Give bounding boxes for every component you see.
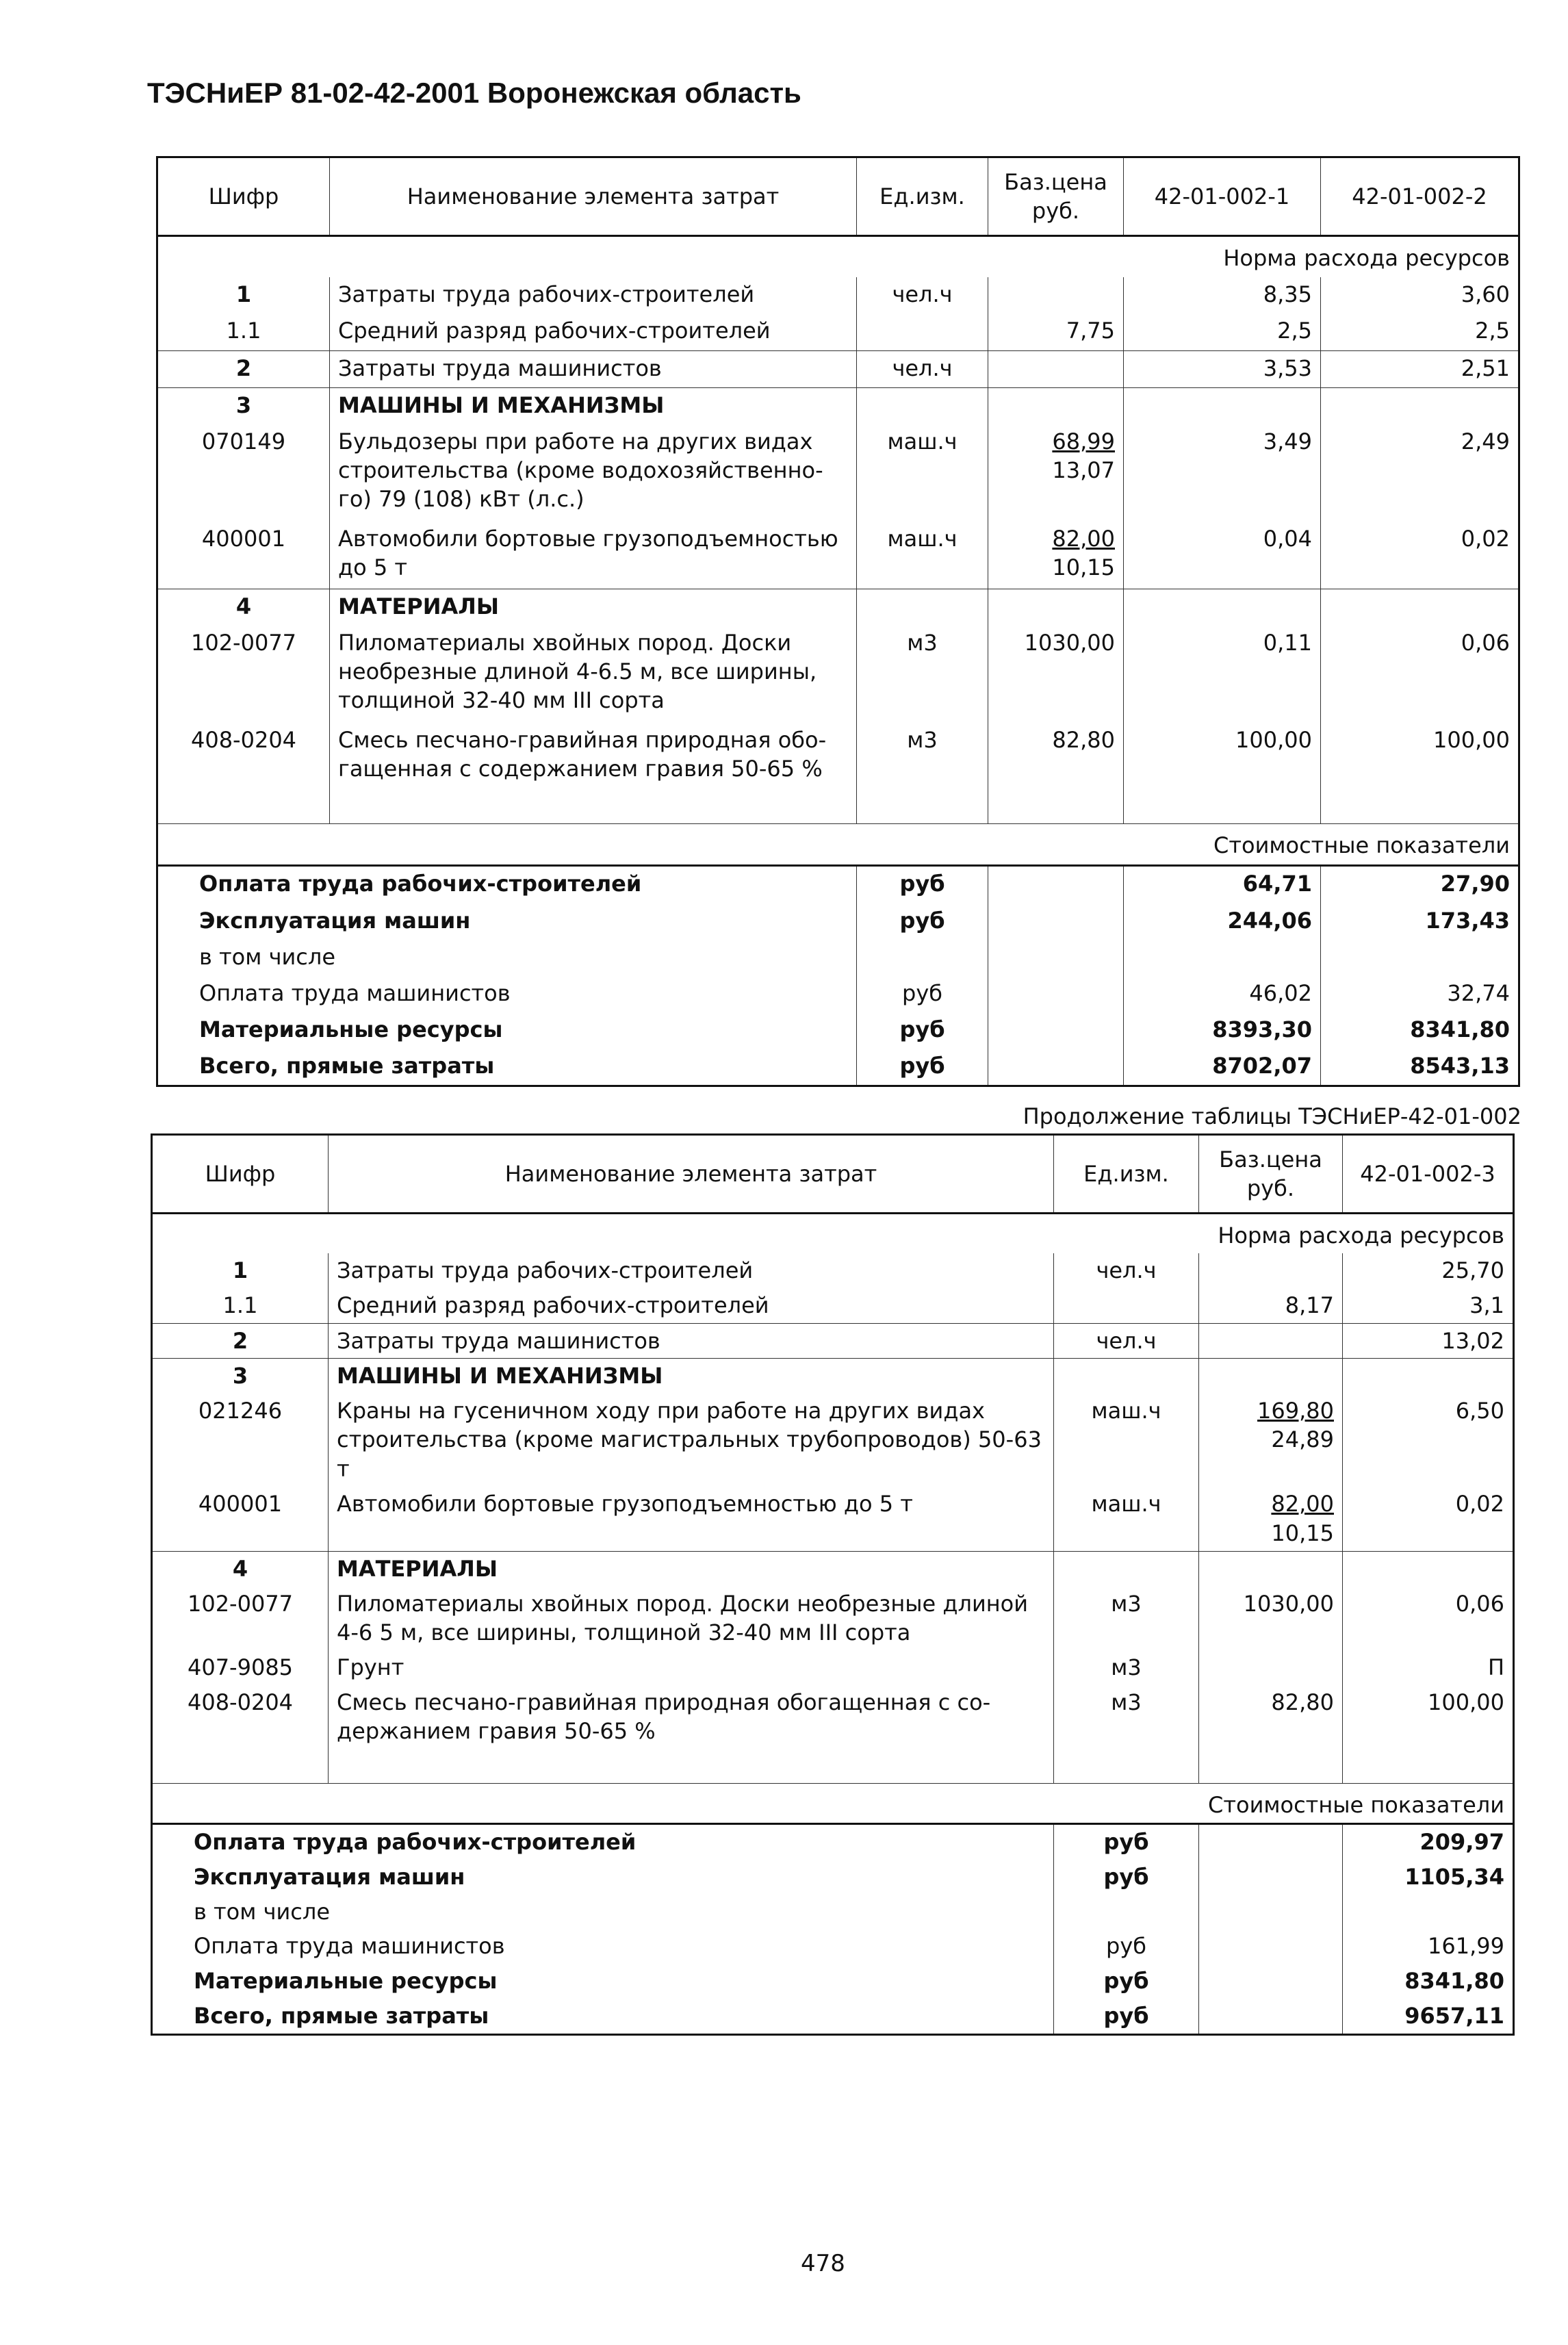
table-row: [157, 522, 1519, 589]
header-col2: 42-01-002-2: [1321, 157, 1519, 236]
summary-unit: руб: [857, 976, 988, 1012]
row-unit: чел.ч: [857, 277, 988, 313]
summary-price: [988, 866, 1124, 904]
row-unit: чел.ч: [857, 350, 988, 387]
summary-unit: руб: [857, 866, 988, 904]
summary-price: [988, 1049, 1124, 1086]
row-value-1: 0,04: [1124, 522, 1321, 589]
row-name: Затраты труда машинистов: [330, 350, 857, 387]
row-price: [1199, 1359, 1343, 1394]
row-value-1: П: [1343, 1650, 1514, 1685]
summary-price: [1199, 1964, 1343, 1999]
spacer: [152, 1750, 329, 1784]
row-price: [1199, 1650, 1343, 1685]
summary-value-1: [1343, 1895, 1514, 1930]
spacer-row: [157, 789, 1519, 823]
row-price: [1199, 1253, 1343, 1288]
row-name: Автомобили бортовые грузоподъемностью до 5 т: [329, 1487, 1054, 1551]
row-value-1: 6,50: [1343, 1394, 1514, 1487]
row-code: 408-0204: [187, 1689, 294, 1716]
table-header-row: [152, 1135, 1514, 1214]
row-name: Затраты труда рабочих-строителей: [329, 1253, 1054, 1288]
row-price: [1199, 1487, 1343, 1551]
price-value: 1030,00: [1243, 1590, 1334, 1617]
row-price: [1199, 1394, 1343, 1487]
spacer: [857, 789, 988, 823]
summary-unit: руб: [857, 1049, 988, 1086]
summary-price: [1199, 1824, 1343, 1860]
row-unit: [1054, 1685, 1199, 1750]
summary-row: [157, 904, 1519, 940]
price-value: 82,80: [1271, 1689, 1334, 1716]
row-name: Затраты труда машинистов: [329, 1323, 1054, 1359]
row-code: 4: [157, 589, 330, 626]
row-name: Пиломатериалы хвойных пород. Доски необрезные длиной 4-6.5 м, все ширины, толщиной 32-40 мм III сорта: [330, 626, 857, 723]
summary-value-1: 8702,07: [1124, 1049, 1321, 1086]
summary-row: [152, 1824, 1514, 1860]
spacer: [1343, 1750, 1514, 1784]
row-code: 102-0077: [190, 629, 297, 656]
row-unit: [857, 626, 988, 723]
summary-price: [1199, 1860, 1343, 1895]
spacer: [330, 789, 857, 823]
spacer: [329, 1750, 1054, 1784]
row-price: [1199, 1323, 1343, 1359]
summary-value-1: 244,06: [1124, 904, 1321, 940]
price-value: 1030,00: [1024, 629, 1115, 656]
summary-unit: руб: [1054, 1860, 1199, 1895]
band-spacer: [152, 1214, 329, 1253]
row-value-1: [1343, 1551, 1514, 1586]
row-price: [1199, 1685, 1343, 1750]
summary-row: [157, 1012, 1519, 1049]
table-row: [152, 1253, 1514, 1288]
price-machinist-value: 10,15: [1052, 554, 1115, 581]
header-price: Баз.цена руб.: [988, 157, 1124, 236]
table-row: [157, 387, 1519, 424]
table-row: [152, 1685, 1514, 1750]
summary-value-1: [1124, 940, 1321, 976]
table-row: [157, 626, 1519, 723]
table-row: [157, 723, 1519, 790]
row-code: 4: [152, 1551, 329, 1586]
spacer: [157, 789, 330, 823]
row-value-1: 0,06: [1343, 1587, 1514, 1651]
table-row: [152, 1323, 1514, 1359]
summary-value-1: 8341,80: [1343, 1964, 1514, 1999]
table-row: [152, 1394, 1514, 1487]
row-name: Затраты труда рабочих-строителей: [330, 277, 857, 313]
summary-unit: руб: [1054, 1929, 1199, 1964]
table-row: [152, 1650, 1514, 1685]
summary-name: Оплата труда рабочих-строителей: [152, 1824, 1054, 1860]
unit-text: м3: [907, 726, 938, 753]
row-price: [988, 589, 1124, 626]
row-value-1: 25,70: [1343, 1253, 1514, 1288]
spacer: [1124, 789, 1321, 823]
row-name: МАТЕРИАЛЫ: [330, 589, 857, 626]
summary-name: Материальные ресурсы: [199, 1016, 503, 1042]
row-value-1: [1124, 387, 1321, 424]
row-value-1: 13,02: [1343, 1323, 1514, 1359]
summary-unit: руб: [1054, 1999, 1199, 2034]
row-price: [1199, 1587, 1343, 1651]
row-unit: маш.ч: [857, 522, 988, 589]
row-name: Пиломатериалы хвойных пород. Доски необрезные длиной 4-6 5 м, все ширины, толщиной 32-40 мм III сорта: [329, 1587, 1054, 1651]
summary-unit: руб: [857, 904, 988, 940]
norm-band-label: Норма расхода ресурсов: [329, 1214, 1514, 1253]
spacer: [988, 789, 1124, 823]
summary-row: [152, 1999, 1514, 2034]
summary-value-1: 1105,34: [1343, 1860, 1514, 1895]
row-value-2: 3,60: [1321, 277, 1519, 313]
resource-table-1: [156, 156, 1520, 1087]
row-value-2: 0,06: [1321, 626, 1519, 723]
cost-band-label: Стоимостные показатели: [329, 1784, 1514, 1824]
summary-price: [988, 940, 1124, 976]
summary-row: [152, 1929, 1514, 1964]
price-value: 169,80: [1257, 1398, 1334, 1424]
norm-band-label: Норма расхода ресурсов: [330, 236, 1519, 278]
table-row: [152, 1359, 1514, 1394]
band-spacer: [152, 1784, 329, 1824]
price-machinist-value: 13,07: [1052, 457, 1115, 483]
row-code: 400001: [198, 1491, 283, 1517]
band-spacer: [157, 236, 330, 278]
summary-row: [157, 940, 1519, 976]
row-value-1: 3,53: [1124, 350, 1321, 387]
spacer: [1321, 789, 1519, 823]
row-value-1: 8,35: [1124, 277, 1321, 313]
summary-name: в том числе: [194, 1898, 330, 1925]
row-code: 408-0204: [190, 726, 297, 753]
summary-value-2: 32,74: [1321, 976, 1519, 1012]
cost-band-label: Стоимостные показатели: [330, 823, 1519, 865]
row-unit: чел.ч: [1054, 1253, 1199, 1288]
row-value-2: 2,5: [1321, 313, 1519, 350]
table-row: [152, 1487, 1514, 1551]
row-price: [988, 277, 1124, 313]
row-price: [988, 350, 1124, 387]
header-code: Шифр: [152, 1135, 329, 1214]
summary-value-1: 209,97: [1343, 1824, 1514, 1860]
table-row: [157, 589, 1519, 626]
row-name: Смесь песчано-гравийная природная обо-гащенная с содержанием гравия 50-65 %: [330, 723, 857, 790]
table-row: [157, 277, 1519, 313]
table-row: [157, 313, 1519, 350]
header-name: Наименование элемента затрат: [330, 157, 857, 236]
band-row: [152, 1784, 1514, 1824]
summary-value-2: 27,90: [1321, 866, 1519, 904]
row-unit: [857, 589, 988, 626]
band-row: [157, 823, 1519, 865]
row-name: МАШИНЫ И МЕХАНИЗМЫ: [330, 387, 857, 424]
summary-unit: руб: [857, 1012, 988, 1049]
summary-value-1: 8393,30: [1124, 1012, 1321, 1049]
table-row: [152, 1288, 1514, 1323]
header-price: Баз.цена руб.: [1199, 1135, 1343, 1214]
summary-price: [988, 1012, 1124, 1049]
price-machinist-value: 24,89: [1271, 1426, 1334, 1453]
summary-value-2: 8341,80: [1321, 1012, 1519, 1049]
row-price: [988, 626, 1124, 723]
summary-unit: [1054, 1895, 1199, 1930]
row-value-2: 100,00: [1321, 723, 1519, 790]
row-unit: [857, 723, 988, 790]
row-value-2: 2,51: [1321, 350, 1519, 387]
row-unit: [1054, 1288, 1199, 1323]
row-value-1: 2,5: [1124, 313, 1321, 350]
header-code: Шифр: [157, 157, 330, 236]
band-row: [157, 236, 1519, 278]
summary-name: Всего, прямые затраты: [199, 1052, 495, 1079]
row-code: 102-0077: [187, 1590, 294, 1617]
row-value-2: [1321, 589, 1519, 626]
row-price: [988, 522, 1124, 589]
row-unit: [1054, 1551, 1199, 1586]
summary-row: [157, 866, 1519, 904]
summary-value-2: [1321, 940, 1519, 976]
row-code: 1: [232, 1257, 248, 1283]
row-price: [1199, 1551, 1343, 1586]
row-name: Грунт: [329, 1650, 1054, 1685]
row-code: 070149: [201, 428, 286, 454]
row-code: 1: [235, 281, 252, 308]
row-value-2: 0,02: [1321, 522, 1519, 589]
summary-value-1: 46,02: [1124, 976, 1321, 1012]
summary-price: [1199, 1929, 1343, 1964]
band-spacer: [157, 823, 330, 865]
unit-text: м3: [1111, 1590, 1142, 1617]
row-value-1: [1124, 589, 1321, 626]
price-value: 82,00: [1052, 525, 1115, 552]
table-row: [152, 1551, 1514, 1586]
row-name: Средний разряд рабочих-строителей: [330, 313, 857, 350]
summary-unit: [857, 940, 988, 976]
summary-name: Эксплуатация машин: [194, 1863, 465, 1890]
row-value-1: 3,1: [1343, 1288, 1514, 1323]
summary-row: [157, 1049, 1519, 1086]
row-code: 2: [157, 350, 330, 387]
header-unit: Ед.изм.: [1054, 1135, 1199, 1214]
price-value: 82,00: [1271, 1491, 1334, 1517]
row-value-1: 0,02: [1343, 1487, 1514, 1551]
row-name: Средний разряд рабочих-строителей: [329, 1288, 1054, 1323]
summary-row: [152, 1895, 1514, 1930]
summary-price: [1199, 1999, 1343, 2034]
row-name: Бульдозеры при работе на других видах строительства (кроме водохозяйственно-го) 79 (108) кВт (л.с.): [330, 424, 857, 522]
price-machinist-value: 10,15: [1271, 1520, 1334, 1546]
header-col1: 42-01-002-1: [1124, 157, 1321, 236]
row-code: 3: [152, 1359, 329, 1394]
summary-name: Материальные ресурсы: [194, 1968, 498, 1995]
row-code: 3: [157, 387, 330, 424]
summary-name: Всего, прямые затраты: [194, 2003, 489, 2029]
row-price: [988, 313, 1124, 350]
price-value: 68,99: [1052, 428, 1115, 454]
summary-name: Оплата труда рабочих-строителей: [157, 866, 857, 904]
row-unit: [1054, 1359, 1199, 1394]
row-name: Смесь песчано-гравийная природная обогащенная с со-держанием гравия 50-65 %: [329, 1685, 1054, 1750]
header-unit: Ед.изм.: [857, 157, 988, 236]
summary-row: [152, 1860, 1514, 1895]
summary-value-2: 173,43: [1321, 904, 1519, 940]
row-code: 1.1: [222, 1292, 258, 1318]
row-price: [988, 387, 1124, 424]
row-code: 2: [152, 1323, 329, 1359]
table-row: [157, 350, 1519, 387]
table-header-row: [157, 157, 1519, 236]
summary-name: Эксплуатация машин: [199, 907, 471, 934]
row-unit: маш.ч: [1054, 1394, 1199, 1487]
row-value-1: 0,11: [1124, 626, 1321, 723]
header-col1: 42-01-002-3: [1343, 1135, 1514, 1214]
unit-text: м3: [1111, 1689, 1142, 1716]
unit-text: м3: [907, 629, 938, 656]
summary-name: Оплата труда машинистов: [199, 979, 511, 1006]
header-name: Наименование элемента затрат: [329, 1135, 1054, 1214]
row-unit: [1054, 1587, 1199, 1651]
row-unit: маш.ч: [857, 424, 988, 522]
row-value-1: 100,00: [1124, 723, 1321, 790]
summary-value-2: 8543,13: [1321, 1049, 1519, 1086]
summary-row: [152, 1964, 1514, 1999]
summary-name: Оплата труда машинистов: [194, 1933, 505, 1960]
row-value-1: [1343, 1359, 1514, 1394]
row-value-2: [1321, 387, 1519, 424]
summary-value-1: 161,99: [1343, 1929, 1514, 1964]
row-code: 400001: [201, 525, 286, 552]
row-code: 1.1: [226, 318, 261, 344]
spacer: [1199, 1750, 1343, 1784]
spacer: [1054, 1750, 1199, 1784]
summary-price: [988, 904, 1124, 940]
summary-name: в том числе: [199, 943, 335, 970]
summary-value-1: 64,71: [1124, 866, 1321, 904]
row-value-2: 2,49: [1321, 424, 1519, 522]
row-name: Краны на гусеничном ходу при работе на других видах строительства (кроме магистральных трубопроводов) 50-63 т: [329, 1394, 1054, 1487]
row-price: [988, 424, 1124, 522]
row-price: [988, 723, 1124, 790]
row-code: 407-9085: [187, 1654, 294, 1681]
page-number: 478: [801, 2250, 845, 2277]
row-value-1: 3,49: [1124, 424, 1321, 522]
row-unit: [1054, 1650, 1199, 1685]
unit-text: м3: [1111, 1654, 1142, 1681]
price-value: 82,80: [1052, 726, 1115, 753]
page-title: ТЭСНиЕР 81-02-42-2001 Воронежская область: [147, 77, 801, 109]
row-name: МАШИНЫ И МЕХАНИЗМЫ: [329, 1359, 1054, 1394]
summary-price: [1199, 1895, 1343, 1930]
price-value: 7,75: [1066, 318, 1115, 344]
row-name: Автомобили бортовые грузоподъемностью до 5 т: [330, 522, 857, 589]
row-name: МАТЕРИАЛЫ: [329, 1551, 1054, 1586]
row-value-1: 100,00: [1343, 1685, 1514, 1750]
row-code: 021246: [198, 1398, 283, 1424]
summary-price: [988, 976, 1124, 1012]
row-unit: чел.ч: [1054, 1323, 1199, 1359]
row-unit: маш.ч: [1054, 1487, 1199, 1551]
spacer-row: [152, 1750, 1514, 1784]
summary-unit: руб: [1054, 1824, 1199, 1860]
price-value: 8,17: [1285, 1292, 1334, 1318]
band-row: [152, 1214, 1514, 1253]
table-row: [157, 424, 1519, 522]
summary-value-1: 9657,11: [1343, 1999, 1514, 2034]
row-price: [1199, 1288, 1343, 1323]
continuation-note: Продолжение таблицы ТЭСНиЕР-42-01-002: [1023, 1103, 1521, 1129]
row-unit: [857, 387, 988, 424]
row-unit: [857, 313, 988, 350]
summary-unit: руб: [1054, 1964, 1199, 1999]
summary-row: [157, 976, 1519, 1012]
resource-table-2: [151, 1133, 1515, 2036]
table-row: [152, 1587, 1514, 1651]
